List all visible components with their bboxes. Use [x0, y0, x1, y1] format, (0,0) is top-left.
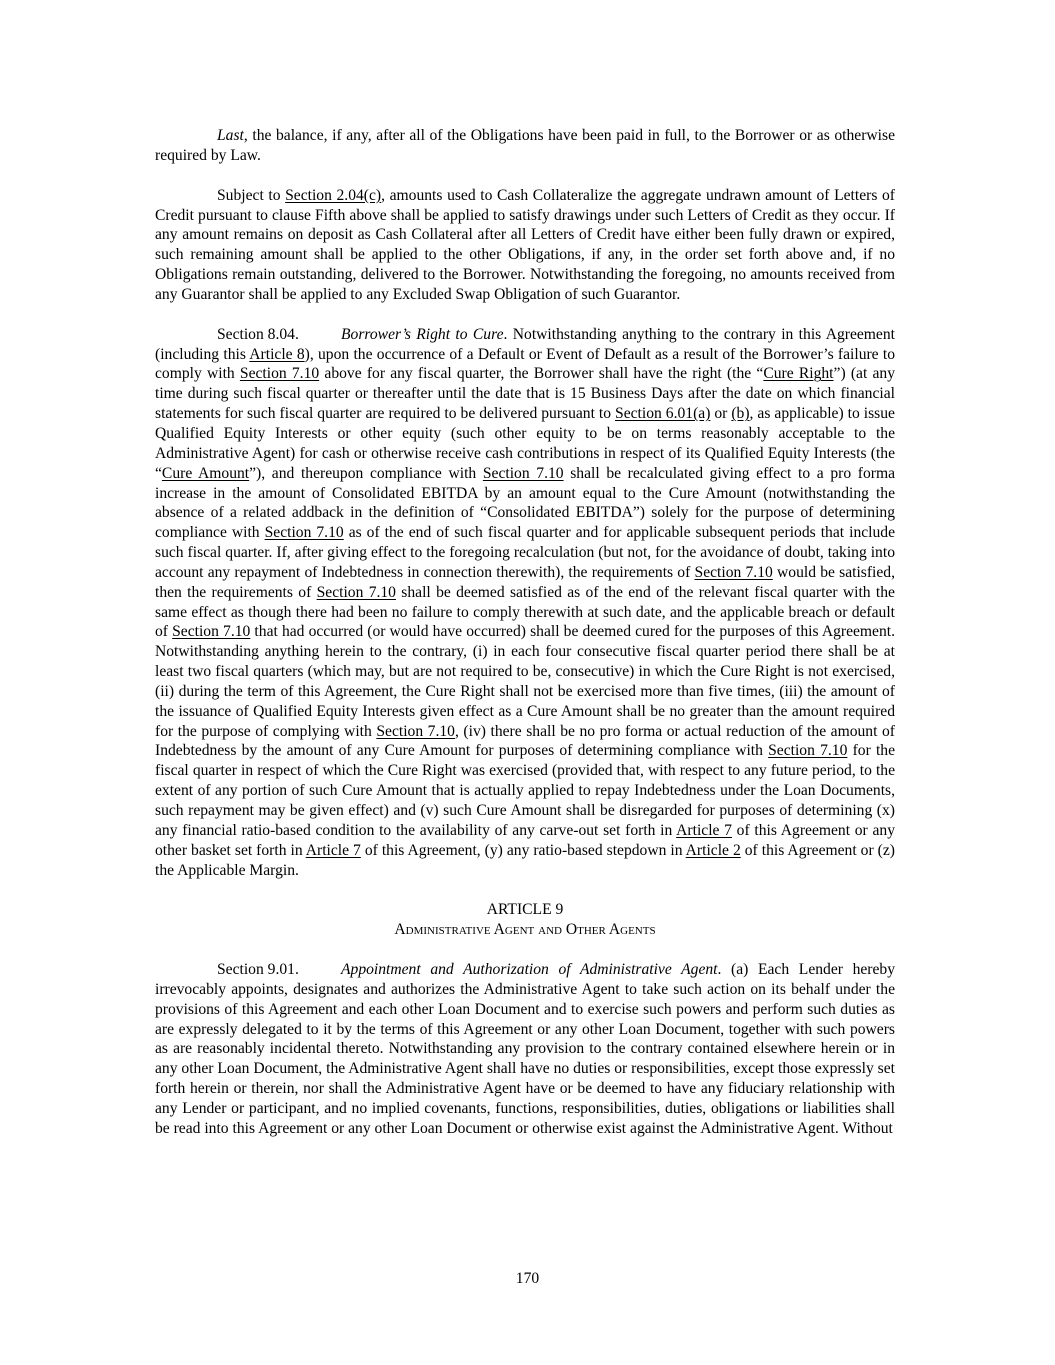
ref-article-2: Article 2 — [685, 841, 741, 859]
defined-term-cure-amount: Cure Amount — [161, 464, 250, 482]
subject-text-2: , amounts used to Cash Collateralize the aggregate undrawn amount of Letters of Credit pursuant to clause Fifth above shall be applied to satisfy drawings under such Letters of Credit as they occur. If any amount remains on deposit as Cash Collateral after all Letters of Credit have either been fully drawn or expired, such remaining amount shall be applied to the other Obligations, if any, in the order set forth above and, if no Obligations remain outstanding, delivered to the Borrower. Notwithstanding the foregoing, no amounts received from any Guarantor shall be applied to any Excluded Swap Obligation of such Guarantor. — [155, 186, 895, 303]
section-number: Section 9.01. — [217, 961, 299, 979]
article-heading: ARTICLE 9 — [486, 901, 564, 919]
section-title: Borrower’s Right to Cure — [341, 325, 504, 343]
page-number: 170 — [515, 1270, 540, 1287]
article-subheading: Administrative Agent and Other Agents — [394, 921, 656, 939]
section-text: of this Agreement or any other basket set forth in — [155, 821, 895, 859]
section-text: , as applicable) to issue Qualified Equity Interests or other equity (such other equity to be on terms reasonably acceptable to the Administrative Agent) for cash or otherwise receive cash contributions in respect of its Qualified Equity Interests (the “ — [155, 405, 895, 482]
ref-b: (b) — [731, 405, 750, 423]
section-text: shall be deemed satisfied as of the end of the relevant fiscal quarter with the same effect as though there had been no failure to comply therewith at such date, and the applicable breach or default of — [155, 583, 895, 641]
defined-term-cure-right: Cure Right — [763, 365, 834, 383]
section-9-01 — [155, 960, 895, 1139]
last-lead: Last — [217, 127, 244, 144]
ref-section-7-10: Section 7.10 — [482, 464, 564, 482]
section-text: would be satisfied, then the requirements of — [155, 563, 896, 601]
ref-section-6-01a: Section 6.01(a) — [615, 405, 711, 423]
section-text: that had occurred (or would have occurred) shall be deemed cured for the purposes of this Agreement. Notwithstanding anything herein to the contrary, (i) in each four consecutive fiscal quarter period there shall be at least two fiscal quarters (which may, but are not required to be, consecutive) in which the Cure Right is not exercised, (ii) during the term of this Agreement, the Cure Right shall not be exercised more than five times, (iii) the amount of the issuance of Qualified Equity Interests given effect as a Cure Amount shall be no greater than the amount required for the purpose of complying with — [155, 623, 895, 740]
ref-article-8: Article 8 — [249, 345, 305, 363]
section-title: Appointment and Authorization of Administrative Agent — [341, 961, 718, 979]
section-text: for the fiscal quarter in respect of which the Cure Right was exercised (provided that, with respect to any future period, to the extent of any portion of such Cure Amount that is actually applied to repay Indebtedness under the Loan Documents, such repayment may be given effect) and (v) such Cure Amount shall be disregarded for purposes of determining (x) any financial ratio-based condition to the availability of any carve-out set forth in — [155, 742, 896, 839]
section-text: . (a) Each Lender hereby irrevocably appoints, designates and authorizes the Administrative Agent to take such action on its behalf under the provisions of this Agreement and each other Loan Document and to exercise such powers and perform such duties as are expressly delegated to it by the terms of this Agreement or any other Loan Document, together with such powers as are reasonably incidental thereto. Notwithstanding any provision to the contrary contained elsewhere herein or in any other Loan Document, the Administrative Agent shall have no duties or responsibilities, except those expressly set forth herein or therein, nor shall the Administrative Agent have or be deemed to have any fiduciary relationship with any Lender or participant, and no implied covenants, functions, responsibilities, duties, obligations or liabilities shall be read into this Agreement or any other Loan Document or otherwise exist against the Administrative Agent. Without — [155, 961, 896, 1137]
section-text: shall be recalculated giving effect to a pro forma increase in the amount of Consolidated EBITDA by an amount equal to the Cure Amount (notwithstanding the absence of a related addback in the definition of “Consolidated EBITDA”) solely for the purpose of determining compliance with — [155, 464, 896, 542]
ref-article-7: Article 7 — [305, 841, 361, 859]
section-text: , (iv) there shall be no pro forma or actual reduction of the amount of Indebtedness by the amount of any Cure Amount for purposes of determining compliance with — [155, 722, 895, 760]
ref-section-7-10: Section 7.10 — [694, 563, 773, 581]
paragraph-last — [155, 126, 895, 166]
section-text: of this Agreement or (z) the Applicable Margin. — [155, 841, 895, 879]
ref-section-7-10: Section 7.10 — [768, 742, 848, 760]
ref-section-7-10: Section 7.10 — [376, 722, 455, 740]
section-text: or — [710, 405, 732, 423]
ref-article-7: Article 7 — [676, 821, 732, 839]
section-text: above for any fiscal quarter, the Borrower shall have the right (the “ — [319, 365, 764, 383]
ref-section-7-10: Section 7.10 — [239, 365, 320, 383]
ref-section-7-10: Section 7.10 — [316, 583, 396, 601]
section-text: ”), and thereupon compliance with — [249, 464, 483, 482]
section-text: as of the end of such fiscal quarter and for applicable subsequent periods that include such fiscal quarter. If, after giving effect to the foregoing recalculation (but not, for the avoidance of doubt, taking into account any repayment of Indebtedness in connection therewith), the requirements of — [155, 524, 896, 581]
section-text: . Notwithstanding anything to the contrary in this Agreement (including this — [155, 325, 895, 363]
section-text: ), upon the occurrence of a Default or Event of Default as a result of the Borrower’s failure to comply with — [155, 345, 895, 383]
section-text: ”) (at any time during such fiscal quarter or thereafter until the date that is 15 Business Days after the date on which financial statements for such fiscal quarter are required to be delivered pursuant to — [155, 365, 896, 423]
section-8-04 — [155, 325, 895, 881]
ref-section-2-04c: Section 2.04(c) — [285, 186, 382, 204]
section-text: of this Agreement, (y) any ratio-based stepdown in — [360, 841, 686, 859]
paragraph-subject-to — [155, 186, 895, 305]
last-text: , the balance, if any, after all of the Obligations have been paid in full, to the Borrower or as otherwise required by Law. — [155, 127, 895, 164]
ref-section-7-10: Section 7.10 — [264, 524, 344, 542]
page-body — [155, 126, 895, 1139]
subject-text-1: Subject to — [217, 186, 286, 204]
section-number: Section 8.04. — [217, 325, 299, 343]
ref-section-7-10: Section 7.10 — [172, 623, 251, 641]
